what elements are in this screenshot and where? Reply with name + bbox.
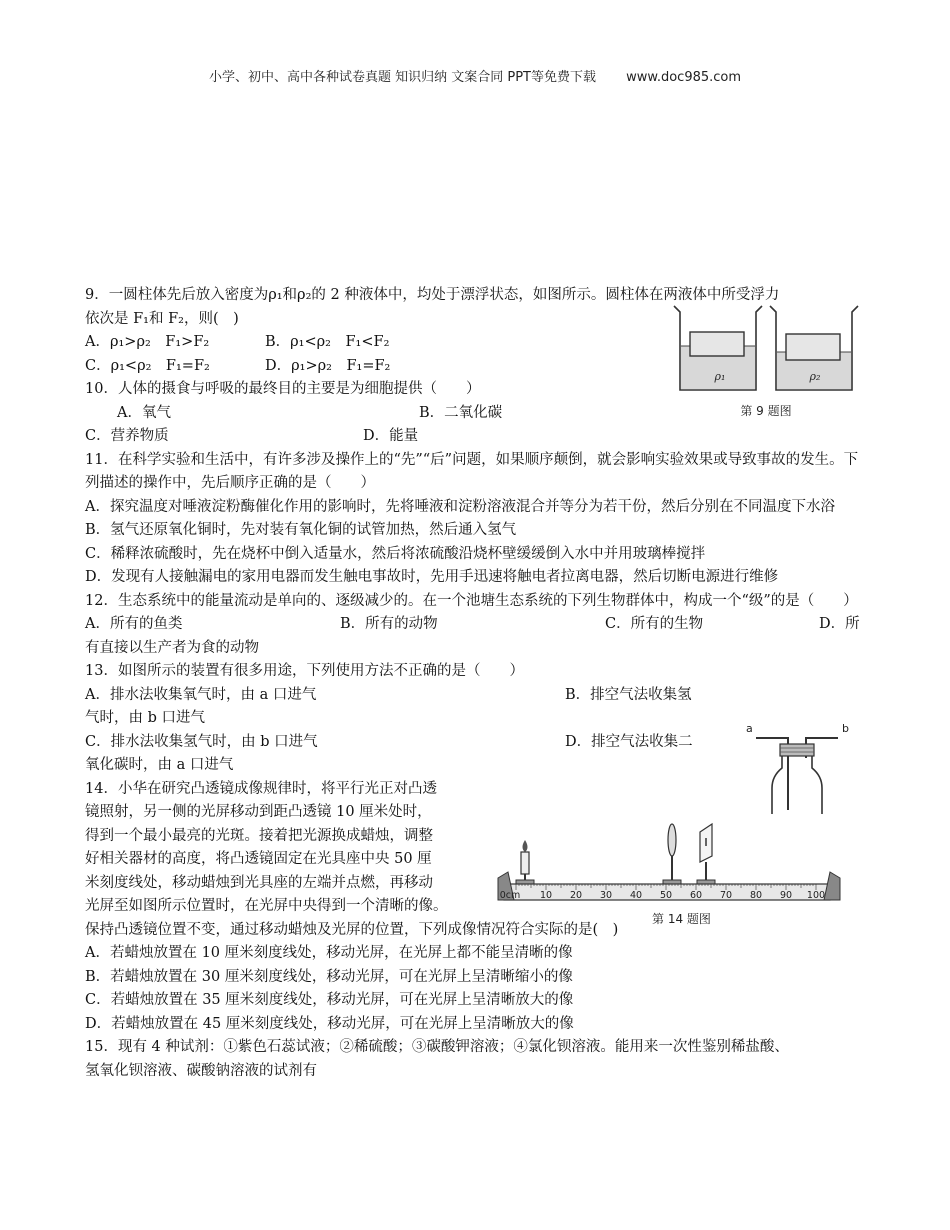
ruler-label: 0cm bbox=[499, 890, 521, 901]
candle-flame bbox=[523, 840, 528, 852]
q13-option-b-part2: 气时，由 b 口进气 bbox=[85, 710, 205, 726]
q14-stem-line: 得到一个最小最亮的光斑。接着把光源换成蜡烛，调整 bbox=[85, 827, 433, 844]
ruler-label: 20 bbox=[569, 890, 583, 901]
q14-option-a: A．若蜡烛放置在 10 厘米刻度线处，移动光屏，在光屏上都不能呈清晰的像 bbox=[85, 945, 573, 961]
q13-gas-bottle-illustration bbox=[742, 718, 852, 816]
q14-stem-line: 好相关器材的高度，将凸透镜固定在光具座中央 50 厘 bbox=[85, 851, 432, 867]
q9-stem-line2: 依次是 F₁和 F₂，则( ) bbox=[85, 310, 239, 327]
q12-option-c: C．所有的生物 bbox=[605, 616, 704, 632]
q14-stem-tail: 保持凸透镜位置不变，通过移动蜡烛及光屏的位置，下列成像情况符合实际的是( ) bbox=[85, 921, 619, 938]
q14-stem-line: 镜照射，另一侧的光屏移动到距凸透镜 10 厘米处时， bbox=[85, 804, 432, 820]
q9-figure bbox=[668, 304, 864, 418]
q9-stem-line1: 9．一圆柱体先后放入密度为ρ₁和ρ₂的 2 种液体中，均处于漂浮状态，如图所示。圆柱体在两液体中所受浮力 bbox=[85, 287, 780, 303]
q12-option-b: B．所有的动物 bbox=[340, 616, 438, 632]
q14-stem-line: 14．小华在研究凸透镜成像规律时，将平行光正对凸透 bbox=[85, 780, 437, 797]
q14-stem-line: 光屏至如图所示位置时，在光屏中央得到一个清晰的像。 bbox=[85, 898, 448, 914]
q14-stem-line: 米刻度线处，移动蜡烛到光具座的左端并点燃，再移动 bbox=[85, 874, 433, 891]
ruler-label: 70 bbox=[719, 890, 733, 901]
q9-option-b: B．ρ₁<ρ₂ F₁<F₂ bbox=[265, 334, 390, 350]
q13-figure bbox=[742, 718, 852, 816]
ruler-label: 80 bbox=[749, 890, 763, 901]
ruler-label: 30 bbox=[599, 890, 613, 901]
q14-figure bbox=[494, 818, 844, 930]
q12-stem: 12．生态系统中的能量流动是单向的、逐级减少的。在一个池塘生态系统的下列生物群体中，构成一个“级”的是（ ） bbox=[85, 592, 858, 609]
q14-option-c: C．若蜡烛放置在 35 厘米刻度线处，移动光屏，可在光屏上呈清晰放大的像 bbox=[85, 992, 574, 1008]
q14-stem-block bbox=[85, 778, 485, 919]
stopper bbox=[780, 744, 814, 756]
candle bbox=[521, 852, 529, 874]
header-text: 小学、初中、高中各种试卷真题 知识归纳 文案合同 PPT等免费下载 bbox=[208, 70, 596, 85]
q9-beakers-illustration bbox=[668, 304, 864, 396]
q10-option-b: B．二氧化碳 bbox=[419, 404, 503, 421]
tube-a-label: a bbox=[746, 722, 753, 735]
q15-stem-line1: 15．现有 4 种试剂：①紫色石蕊试液；②稀硫酸；③碳酸钾溶液；④氯化钡溶液。能用来一次性鉴别稀盐酸、 bbox=[85, 1039, 789, 1055]
ruler-label: 90 bbox=[779, 890, 793, 901]
q14-caption: 第 14 题图 bbox=[652, 912, 711, 926]
q12-options-row bbox=[85, 613, 867, 637]
q10-option-a: A．氧气 bbox=[117, 404, 171, 421]
ruler-label: 60 bbox=[689, 890, 703, 901]
q13-option-d-part1: D．排空气法收集二 bbox=[565, 733, 693, 750]
q9-option-c: C．ρ₁<ρ₂ F₁=F₂ bbox=[85, 357, 210, 374]
q13-option-b-part1: B．排空气法收集氢 bbox=[565, 686, 692, 703]
q13-option-c: C．排水法收集氢气时，由 b 口进气 bbox=[85, 733, 318, 750]
q10-stem: 10．人体的摄食与呼吸的最终目的主要是为细胞提供（ ） bbox=[85, 381, 481, 397]
rho1-label: ρ₁ bbox=[714, 370, 726, 383]
q11-option-a: A．探究温度对唾液淀粉酶催化作用的影响时，先将唾液和淀粉溶液混合并等分为若干份，然后分别在不同温度下水浴 bbox=[85, 498, 835, 515]
bottle-outline bbox=[772, 756, 822, 814]
q13-options-row1 bbox=[85, 684, 867, 708]
ruler-label: 40 bbox=[629, 890, 643, 901]
q12-option-d-part1: D．所 bbox=[819, 616, 860, 632]
page-header bbox=[0, 66, 950, 85]
q9-caption: 第 9 题图 bbox=[740, 404, 792, 418]
q9-option-a: A．ρ₁>ρ₂ F₁>F₂ bbox=[85, 334, 210, 350]
ruler-label: 50 bbox=[659, 890, 673, 901]
q12-option-d-part2: 有直接以生产者为食的动物 bbox=[85, 639, 259, 656]
q11-option-c: C．稀释浓硫酸时，先在烧杯中倒入适量水，然后将浓硫酸沿烧杯壁缓缓倒入水中并用玻璃棒搅拌 bbox=[85, 545, 706, 562]
q13-option-a: A．排水法收集氧气时，由 a 口进气 bbox=[85, 686, 317, 703]
header-url: www.doc985.com bbox=[626, 70, 742, 85]
cylinder-2 bbox=[786, 334, 840, 360]
cylinder-1 bbox=[690, 332, 744, 356]
convex-lens bbox=[668, 824, 676, 856]
q10-options-row2 bbox=[85, 425, 867, 449]
q11-stem: 11．在科学实验和生活中，有许多涉及操作上的“先”“后”问题，如果顺序颠倒，就会影响实验效果或导致事故的发生。下列描述的操作中，先后顺序正确的是（ ） bbox=[85, 451, 859, 491]
rho2-label: ρ₂ bbox=[809, 370, 821, 383]
q10-option-c: C．营养物质 bbox=[85, 428, 169, 444]
q12-option-a: A．所有的鱼类 bbox=[85, 616, 183, 632]
ruler-label: 100 bbox=[806, 890, 826, 901]
q15-stem-line2: 氢氧化钡溶液、碳酸钠溶液的试剂有 bbox=[85, 1062, 317, 1079]
ruler-label: 10 bbox=[539, 890, 553, 901]
q13-option-d-part2: 氧化碳时，由 a 口进气 bbox=[85, 757, 234, 773]
q14-option-b: B．若蜡烛放置在 30 厘米刻度线处，移动光屏，可在光屏上呈清晰缩小的像 bbox=[85, 968, 573, 985]
q11-option-d: D．发现有人接触漏电的家用电器而发生触电事故时，先用手迅速将触电者拉离电器，然后切断电源进行维修 bbox=[85, 569, 779, 585]
q11-option-b: B．氢气还原氧化铜时，先对装有氧化铜的试管加热，然后通入氢气 bbox=[85, 522, 517, 538]
q9-option-d: D．ρ₁>ρ₂ F₁=F₂ bbox=[265, 357, 391, 374]
q10-option-d: D．能量 bbox=[363, 428, 419, 444]
q13-stem: 13．如图所示的装置有很多用途，下列使用方法不正确的是（ ） bbox=[85, 663, 524, 679]
q14-option-d: D．若蜡烛放置在 45 厘米刻度线处，移动光屏，可在光屏上呈清晰放大的像 bbox=[85, 1015, 574, 1032]
q14-optical-bench bbox=[494, 818, 844, 904]
tube-b-label: b bbox=[842, 722, 849, 735]
